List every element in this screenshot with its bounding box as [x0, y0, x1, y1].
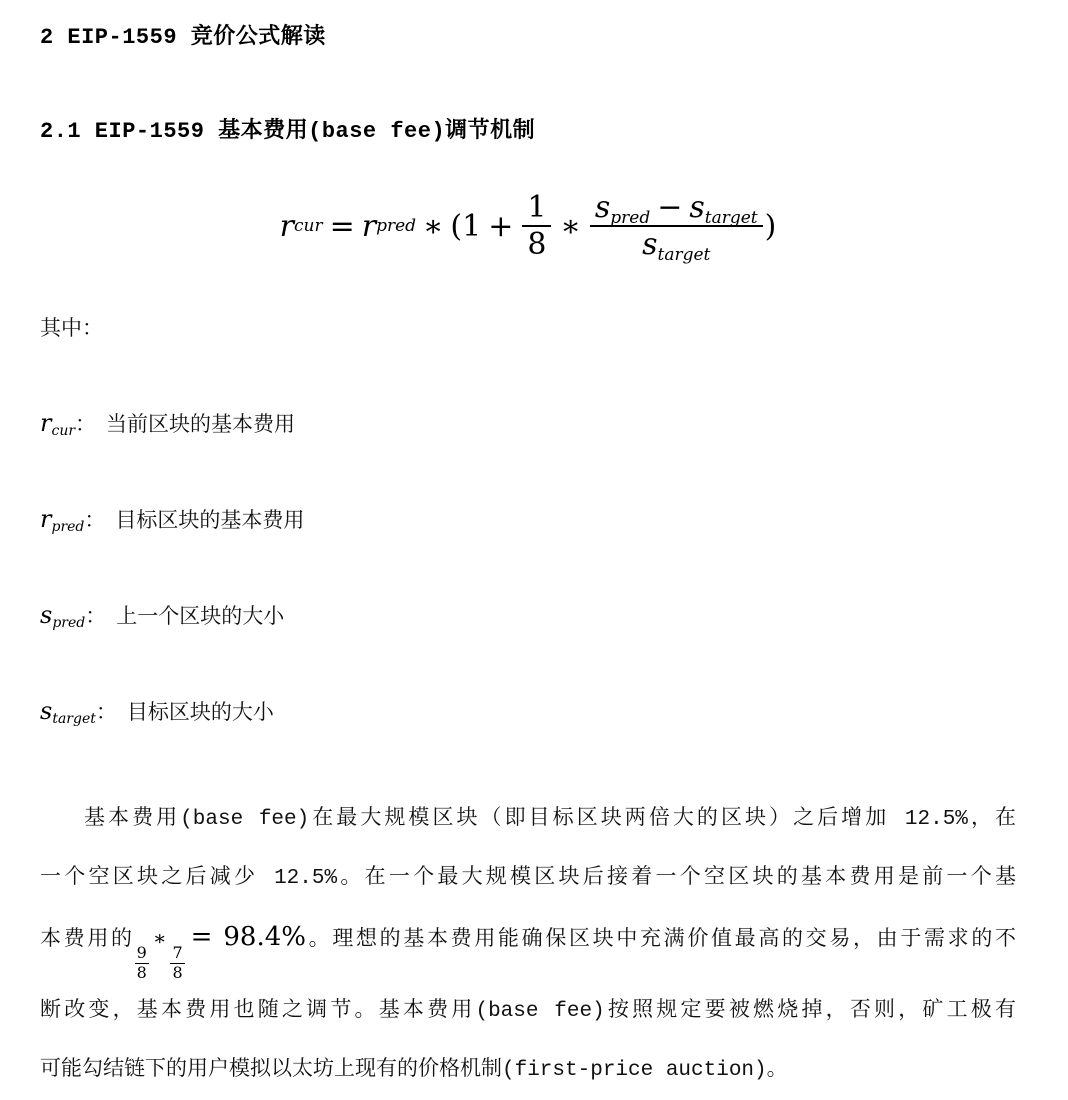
definition-colon: ： — [85, 607, 107, 630]
section-heading: 2 EIP-1559 竞价公式解读 — [40, 25, 326, 50]
definition-description: 目标区块的基本费用 — [115, 511, 305, 534]
formula-var-s-target: s — [642, 227, 658, 262]
formula-times-2: ∗ — [560, 208, 581, 244]
paragraph-line-4: 断改变，基本费用也随之调节。基本费用(base fee)按照规定要被燃烧掉，否则，矿工极有 — [40, 999, 1016, 1023]
definition-colon: ： — [84, 511, 106, 534]
line3-period: 。 — [305, 929, 333, 952]
formula-one: 1 — [462, 208, 482, 244]
formula-times: ∗ — [423, 208, 444, 244]
line3-text-before: 本费用的 — [40, 929, 135, 952]
formula-sub-target: target — [704, 207, 758, 228]
formula-close-paren: ) — [764, 208, 777, 244]
formula-fraction-one-eighth — [522, 189, 551, 262]
definition-colon: ： — [75, 415, 97, 438]
formula-equals: = — [329, 208, 355, 244]
definition-colon: ： — [95, 703, 117, 726]
paragraph-line-3 — [40, 908, 1016, 982]
formula-open-paren: ( — [450, 208, 463, 244]
inline-fraction-math — [135, 922, 306, 982]
fraction-seven-eighths: $\frac{7}{8}$ — [172, 943, 183, 982]
formula-var-s-target: s — [689, 189, 705, 225]
base-fee-formula: r cur = r pred ∗ ( 1 + $\frac{1}{8}$ ∗ $\frac{s_{pred} - s_{target}}{s_{target}}$ ) — [279, 189, 777, 265]
definition-variable: $r_{pred}$ — [40, 505, 85, 535]
paragraph-line-1: 基本费用(base fee)在最大规模区块（即目标区块两倍大的区块）之后增加 12.5%，在 — [84, 808, 1016, 831]
definition-description: 上一个区块的大小 — [116, 607, 285, 630]
paragraph-line-2: 一个空区块之后减少 12.5%。在一个最大规模区块后接着一个空区块的基本费用是前一个基 — [40, 867, 1016, 890]
definition-variable: $s_{pred}$ — [40, 601, 86, 631]
definition-r-pred — [40, 504, 1016, 538]
where-label: 其中： — [40, 319, 103, 342]
formula-var-s-pred: s — [594, 189, 611, 225]
formula-var-r-pred: r — [361, 208, 377, 244]
body-paragraph — [40, 790, 1016, 1100]
formula-minus: − — [657, 189, 683, 225]
formula-fraction-size-ratio — [590, 189, 763, 265]
definition-r-cur — [40, 408, 1016, 442]
definition-description: 当前区块的基本费用 — [106, 415, 296, 438]
definition-variable: $r_{cur}$ — [40, 409, 76, 439]
inline-result: = 98.4% — [190, 922, 306, 952]
paragraph-line-5: 可能勾结链下的用户模拟以太坊上现有的价格机制(first-price auction)。 — [40, 1058, 788, 1082]
formula-plus: + — [488, 208, 514, 244]
formula-sub-pred: pred — [610, 207, 651, 228]
fraction-numerator — [590, 189, 763, 228]
fraction-denominator: 8 — [527, 227, 547, 262]
fraction-denominator — [642, 227, 711, 265]
definition-description: 目标区块的大小 — [126, 703, 274, 726]
line3-text-after: 理想的基本费用能确保区块中充满价值最高的交易，由于需求的不 — [332, 929, 1017, 952]
fraction-numerator: 1 — [522, 192, 551, 228]
definition-s-pred — [40, 600, 1016, 634]
formula-var-r-cur: r — [279, 208, 294, 244]
definition-variable: $s_{target}$ — [40, 697, 96, 727]
inline-times: ∗ — [152, 926, 167, 950]
definition-s-target — [40, 696, 1016, 730]
formula-sub-target: target — [657, 245, 711, 265]
fraction-nine-eighths: $\frac{9}{8}$ — [136, 943, 147, 982]
subsection-heading: 2.1 EIP-1559 基本费用(base fee)调节机制 — [40, 119, 536, 144]
